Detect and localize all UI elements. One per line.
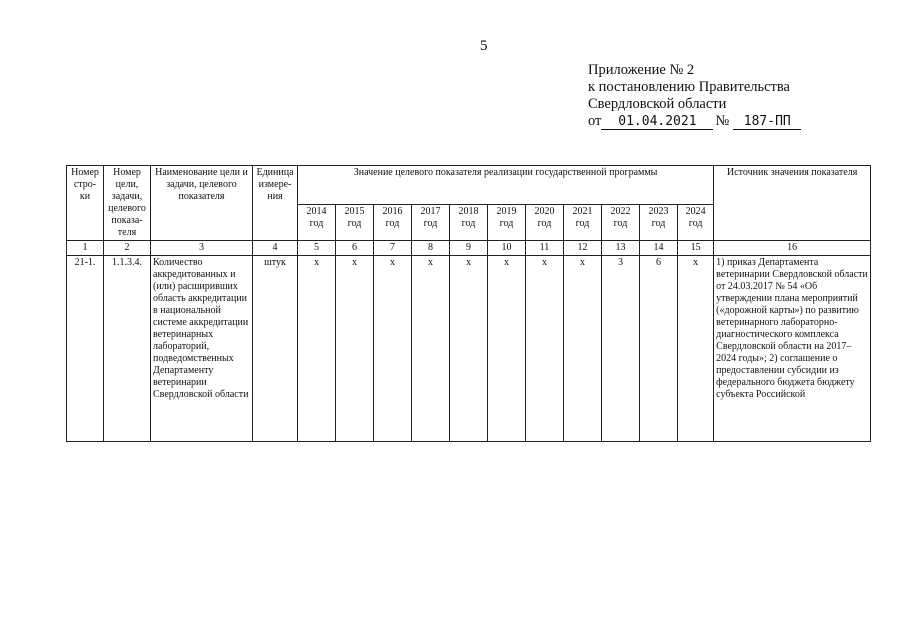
column-number: 12 [564,241,602,256]
cell-value-2015: х [336,256,374,442]
cell-value-2020: х [526,256,564,442]
header-year-2018 [450,204,488,240]
cell-value-2022: 3 [602,256,640,442]
year-suffix: год [461,217,476,229]
appendix-line-region: Свердловской области [588,96,727,112]
header-year-2021 [564,204,602,240]
decree-date: 01.04.2021 [601,115,713,130]
target-indicators-table [66,165,871,442]
column-number: 8 [412,241,450,256]
cell-value-2017: х [412,256,450,442]
appendix-line-decree: к постановлению Правительства [588,79,790,95]
decree-number: 187-ПП [733,115,801,130]
appendix-title: Приложение № 2 [588,62,695,78]
column-number: 16 [714,241,871,256]
year-suffix: год [385,217,400,229]
cell-value-2023: 6 [640,256,678,442]
column-number: 9 [450,241,488,256]
column-number: 2 [104,241,151,256]
column-number: 15 [678,241,714,256]
column-number: 13 [602,241,640,256]
header-name: Наименование цели и задачи, целевого показателя [151,166,253,241]
appendix-header [588,62,801,130]
cell-source: 1) приказ Департамента ветеринарии Свердловской области от 24.03.2017 № 54 «Об утверждении плана мероприятий («дорожной карты») по развитию ветеринарного лабораторно-диагностического комплекса Свердловской области на 2017–2024 годы»; 2) соглашение о предоставлении субсидии из федерального бюджета бюджету субъекта Российской [714,256,871,442]
year-label: 2016 [382,205,403,217]
header-task-number: Номер цели, задачи, целевого показа-теля [104,166,151,241]
year-label: 2021 [572,205,593,217]
header-year-2020 [526,204,564,240]
year-suffix: год [347,217,362,229]
table-row [67,256,871,442]
column-number: 14 [640,241,678,256]
page-number: 5 [480,38,488,54]
year-label: 2017 [420,205,441,217]
header-year-2017 [412,204,450,240]
header-year-2014 [298,204,336,240]
header-year-2022 [602,204,640,240]
year-suffix: год [651,217,666,229]
year-suffix: год [537,217,552,229]
year-label: 2018 [458,205,479,217]
year-label: 2023 [648,205,669,217]
cell-task-number: 1.1.3.4. [104,256,151,442]
header-unit: Единица измере-ния [253,166,298,241]
header-row-number: Номер стро-ки [67,166,104,241]
header-year-2019 [488,204,526,240]
year-suffix: год [688,217,703,229]
from-label: от [588,113,602,129]
year-label: 2015 [344,205,365,217]
cell-name: Количество аккредитованных и (или) расширивших область аккредитации в национальной системе аккредитации ветеринарных лабораторий, подведомственных Департаменту ветеринарии Свердловской области [151,256,253,442]
year-suffix: год [575,217,590,229]
year-suffix: год [613,217,628,229]
header-year-2016 [374,204,412,240]
year-label: 2014 [306,205,327,217]
decree-date-number [588,113,801,130]
cell-value-2021: х [564,256,602,442]
column-number: 7 [374,241,412,256]
year-label: 2019 [496,205,517,217]
year-suffix: год [499,217,514,229]
cell-value-2016: х [374,256,412,442]
header-value-group: Значение целевого показателя реализации государственной программы [298,166,714,205]
year-suffix: год [309,217,324,229]
cell-unit: штук [253,256,298,442]
year-suffix: год [423,217,438,229]
number-label: № [715,113,730,129]
year-label: 2020 [534,205,555,217]
year-label: 2022 [610,205,631,217]
header-year-2015 [336,204,374,240]
cell-value-2024: х [678,256,714,442]
column-number: 3 [151,241,253,256]
cell-value-2018: х [450,256,488,442]
header-year-2024 [678,204,714,240]
year-label: 2024 [685,205,706,217]
column-number: 6 [336,241,374,256]
column-number: 1 [67,241,104,256]
column-number: 10 [488,241,526,256]
column-numbers-row [67,241,871,256]
column-number: 11 [526,241,564,256]
column-number: 5 [298,241,336,256]
header-year-2023 [640,204,678,240]
header-source: Источник значения показателя [714,166,871,241]
cell-row-number: 21-1. [67,256,104,442]
cell-value-2019: х [488,256,526,442]
cell-value-2014: х [298,256,336,442]
column-number: 4 [253,241,298,256]
